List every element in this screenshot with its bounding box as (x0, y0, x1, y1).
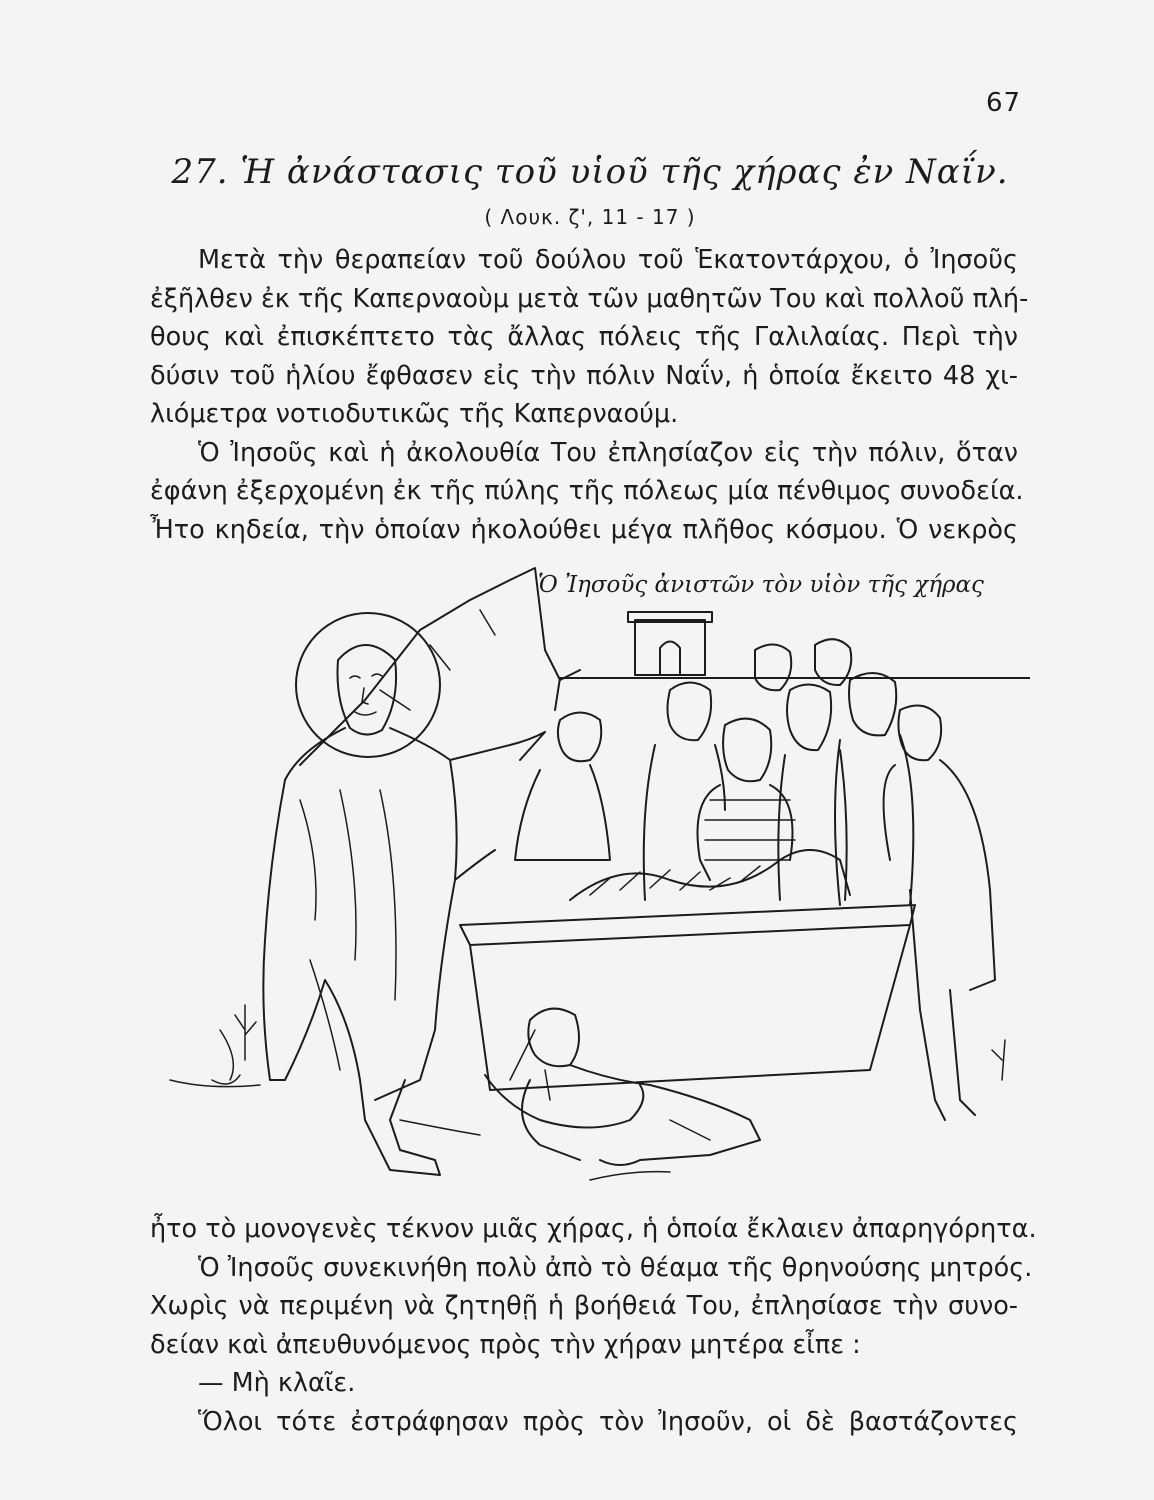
illustration-caption: Ὁ Ἰησοῦς ἀνιστῶν τὸν υἱὸν τῆς χήρας (538, 572, 984, 598)
text-line: ἐφάνη ἐξερχομένη ἐκ τῆς πύλης τῆς πόλεως μία πένθιμος συνοδεία. (150, 476, 1024, 506)
chapter-reference: ( Λουκ. ζ', 11 - 17 ) (484, 205, 696, 229)
chapter-title: 27. Ἡ ἀνάστασις τοῦ υἱοῦ τῆς χήρας ἐν Ναΐν. (171, 152, 1009, 192)
text-line: Χωρὶς νὰ περιμένη νὰ ζητηθῇ ἡ βοήθειά Του, ἐπλησίασε τὴν συνο- (150, 1291, 1018, 1321)
text-line: λιόμετρα νοτιοδυτικῶς τῆς Καπερναούμ. (150, 399, 679, 429)
text-line: ἐξῆλθεν ἐκ τῆς Καπερναοὺμ μετὰ τῶν μαθητῶν Του καὶ πολλοῦ πλή- (150, 283, 1029, 314)
text-line: Ὁ Ἰησοῦς συνεκινήθη πολὺ ἀπὸ τὸ θέαμα τῆς θρηνούσης μητρός. (198, 1252, 1033, 1283)
page-number: 67 (986, 88, 1022, 118)
text-line: Ὁ Ἰησοῦς καὶ ἡ ἀκολουθία Του ἐπλησίαζον εἰς τὴν πόλιν, ὅταν (198, 437, 1018, 468)
mourners-drawing (515, 639, 995, 1120)
text-line: — Μὴ κλαῖε. (198, 1368, 356, 1398)
plants-drawing (235, 1005, 1005, 1080)
widow-figure-drawing (485, 1009, 760, 1165)
text-line: ἦτο τὸ μονογενὲς τέκνον μιᾶς χήρας, ἡ ὁποία ἔκλαιεν ἀπαρηγόρητα. (150, 1214, 1037, 1244)
body-text-bottom (150, 1210, 1037, 1441)
ground-drawing (170, 1080, 480, 1135)
text-line: Μετὰ τὴν θεραπείαν τοῦ δούλου τοῦ Ἑκατοντάρχου, ὁ Ἰησοῦς (198, 245, 1018, 275)
text-line: Ἦτο κηδεία, τὴν ὁποίαν ἠκολούθει μέγα πλῆθος κόσμου. Ὁ νεκρὸς (150, 514, 1018, 545)
text-line: θους καὶ ἐπισκέπτετο τὰς ἄλλας πόλεις τῆς Γαλιλαίας. Περὶ τὴν (150, 322, 1018, 352)
body-text-top (150, 241, 1029, 549)
text-line: δείαν καὶ ἀπευθυνόμενος πρὸς τὴν χήραν μητέρα εἶπε : (150, 1329, 861, 1360)
christ-figure-drawing (263, 728, 545, 1175)
text-line: Ὅλοι τότε ἐστράφησαν πρὸς τὸν Ἰησοῦν, οἱ δὲ βαστάζοντες (198, 1406, 1018, 1437)
text-line: δύσιν τοῦ ἡλίου ἔφθασεν εἰς τὴν πόλιν Ναΐν, ἡ ὁποία ἔκειτο 48 χι- (150, 360, 1018, 391)
city-gate-drawing (555, 678, 1030, 710)
icon-illustration (150, 560, 1030, 1200)
bier-drawing (460, 905, 915, 1090)
